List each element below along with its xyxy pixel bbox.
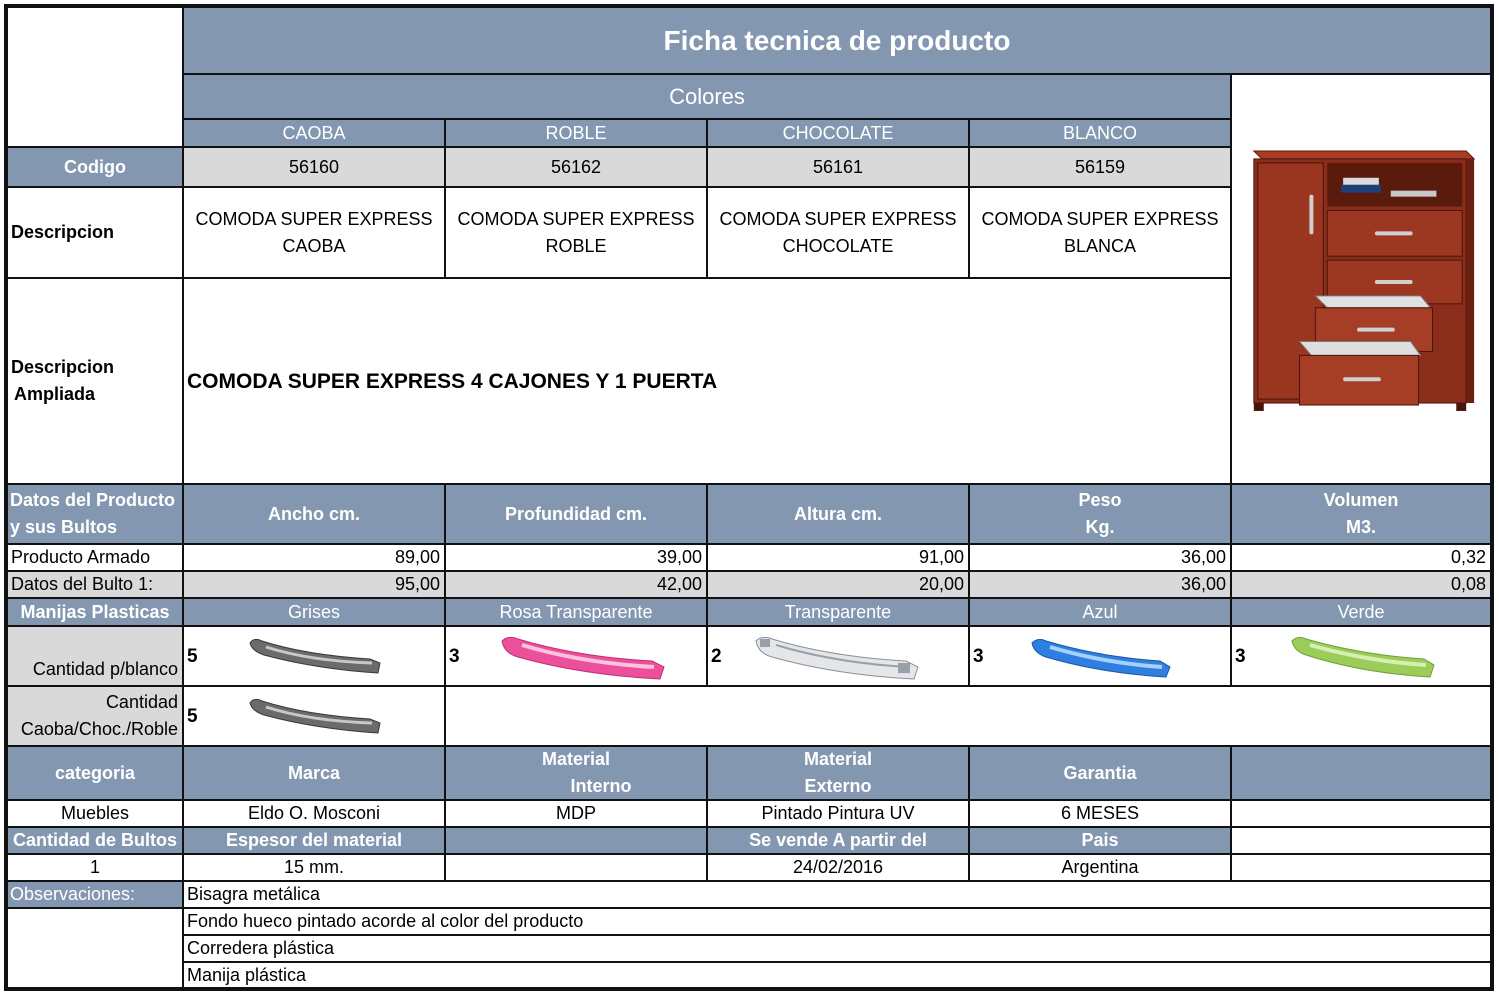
- value-material-interno: MDP: [445, 800, 707, 827]
- header-altura: Altura cm.: [707, 484, 969, 544]
- value-material-externo: Pintado Pintura UV: [707, 800, 969, 827]
- label-line: Peso: [1078, 490, 1122, 510]
- label-line: Externo: [804, 776, 872, 796]
- cantidad-otros-label: [7, 686, 183, 746]
- armado-peso: 36,00: [969, 544, 1231, 571]
- label-line: Interno: [570, 776, 632, 796]
- header-empty: [1231, 746, 1491, 800]
- product-image: [1231, 74, 1491, 484]
- value-categoria: Muebles: [7, 800, 183, 827]
- bulto-profundidad: 42,00: [445, 571, 707, 598]
- code-caoba: 56160: [183, 147, 445, 187]
- label-line: Datos del Producto: [10, 490, 176, 510]
- header-ancho: Ancho cm.: [183, 484, 445, 544]
- codigo-label: Codigo: [7, 147, 183, 187]
- handle-pink-icon: [498, 633, 668, 683]
- header-empty: [1231, 827, 1491, 854]
- code-roble: 56162: [445, 147, 707, 187]
- value-empty: [1231, 854, 1491, 881]
- header-peso: [969, 484, 1231, 544]
- description-roble: [445, 187, 707, 278]
- label-line: Ampliada: [14, 384, 96, 404]
- color-chocolate: CHOCOLATE: [707, 119, 969, 147]
- handle-cell-azul: [969, 626, 1231, 686]
- header-pais: Pais: [969, 827, 1231, 854]
- description-line: CHOCOLATE: [782, 235, 894, 256]
- handle-cell-verde: [1231, 626, 1491, 686]
- observacion-item: Manija plástica: [183, 962, 1491, 988]
- handle-name-transparente: Transparente: [707, 598, 969, 626]
- bulto-peso: 36,00: [969, 571, 1231, 598]
- label-line: Caoba/Choc./Roble: [20, 719, 178, 739]
- color-blanco: BLANCO: [969, 119, 1231, 147]
- description-line: CAOBA: [282, 235, 346, 256]
- description-line: COMODA SUPER EXPRESS: [457, 208, 695, 229]
- header-material-externo: [707, 746, 969, 800]
- header-marca: Marca: [183, 746, 445, 800]
- description-blanco: [969, 187, 1231, 278]
- description-caoba: [183, 187, 445, 278]
- handle-qty: 5: [187, 705, 198, 727]
- descripcion-label: Descripcion: [7, 187, 183, 278]
- label-line: Material: [803, 749, 873, 769]
- armado-volumen: 0,32: [1231, 544, 1491, 571]
- observaciones-label-spacer: [7, 908, 183, 988]
- observaciones-label: Observaciones:: [7, 881, 183, 908]
- value-pais: Argentina: [969, 854, 1231, 881]
- label-line: M3.: [1345, 517, 1376, 537]
- handle-qty: 2: [711, 645, 722, 667]
- code-blanco: 56159: [969, 147, 1231, 187]
- descripcion-ampliada-value: COMODA SUPER EXPRESS 4 CAJONES Y 1 PUERTA: [183, 278, 1231, 484]
- handle-cell-transparente: [707, 626, 969, 686]
- description-line: BLANCA: [1063, 235, 1137, 256]
- label-line: Volumen: [1323, 490, 1399, 510]
- description-line: COMODA SUPER EXPRESS: [195, 208, 433, 229]
- producto-armado-label: Producto Armado: [7, 544, 183, 571]
- value-se-vende: 24/02/2016: [707, 854, 969, 881]
- handle-qty: 5: [187, 645, 198, 667]
- value-cantidad-bultos: 1: [7, 854, 183, 881]
- value-espesor: 15 mm.: [183, 854, 445, 881]
- description-line: COMODA SUPER EXPRESS: [719, 208, 957, 229]
- handle-name-azul: Azul: [969, 598, 1231, 626]
- handle-cell-otros: [183, 686, 445, 746]
- handle-green-icon: [1288, 633, 1438, 681]
- bulto-ancho: 95,00: [183, 571, 445, 598]
- header-empty: [445, 827, 707, 854]
- header-profundidad: Profundidad cm.: [445, 484, 707, 544]
- value-empty: [1231, 800, 1491, 827]
- logo-area: [7, 7, 183, 147]
- datos-producto-label: [7, 484, 183, 544]
- descripcion-ampliada-label: [7, 278, 183, 484]
- empty-cell: [445, 686, 1491, 746]
- manijas-label: Manijas Plasticas: [7, 598, 183, 626]
- colores-header: Colores: [183, 74, 1231, 119]
- header-espesor: Espesor del material: [183, 827, 445, 854]
- label-line: Kg.: [1085, 517, 1115, 537]
- armado-ancho: 89,00: [183, 544, 445, 571]
- cantidad-blanco-label: Cantidad p/blanco: [7, 626, 183, 686]
- bulto-altura: 20,00: [707, 571, 969, 598]
- label-line: Cantidad: [105, 692, 178, 712]
- code-chocolate: 56161: [707, 147, 969, 187]
- armado-profundidad: 39,00: [445, 544, 707, 571]
- header-se-vende: Se vende A partir del: [707, 827, 969, 854]
- handle-cell-rosa: [445, 626, 707, 686]
- observacion-item: Bisagra metálica: [183, 881, 1491, 908]
- handle-qty: 3: [1235, 645, 1246, 667]
- armado-altura: 91,00: [707, 544, 969, 571]
- value-empty: [445, 854, 707, 881]
- value-garantia: 6 MESES: [969, 800, 1231, 827]
- product-sheet: [4, 4, 1494, 991]
- label-line: Descripcion: [11, 357, 115, 377]
- page-title: Ficha tecnica de producto: [183, 7, 1491, 74]
- handle-qty: 3: [973, 645, 984, 667]
- observacion-item: Corredera plástica: [183, 935, 1491, 962]
- handle-clear-icon: [752, 633, 922, 683]
- color-caoba: CAOBA: [183, 119, 445, 147]
- description-line: ROBLE: [545, 235, 607, 256]
- handle-name-grises: Grises: [183, 598, 445, 626]
- label-line: y sus Bultos: [10, 517, 118, 537]
- handle-gray-icon: [246, 633, 386, 677]
- handle-qty: 3: [449, 645, 460, 667]
- description-line: COMODA SUPER EXPRESS: [981, 208, 1219, 229]
- value-marca: Eldo O. Mosconi: [183, 800, 445, 827]
- header-garantia: Garantia: [969, 746, 1231, 800]
- handle-name-verde: Verde: [1231, 598, 1491, 626]
- header-categoria: categoria: [7, 746, 183, 800]
- color-roble: ROBLE: [445, 119, 707, 147]
- bulto-label: Datos del Bulto 1:: [7, 571, 183, 598]
- header-volumen: [1231, 484, 1491, 544]
- handle-name-rosa: Rosa Transparente: [445, 598, 707, 626]
- bulto-volumen: 0,08: [1231, 571, 1491, 598]
- label-line: Material: [541, 749, 611, 769]
- observacion-item: Fondo hueco pintado acorde al color del producto: [183, 908, 1491, 935]
- handle-blue-icon: [1028, 635, 1174, 681]
- dresser-illustration: [1232, 74, 1490, 484]
- handle-gray-icon: [246, 693, 386, 737]
- header-material-interno: [445, 746, 707, 800]
- handle-cell-grises: [183, 626, 445, 686]
- description-chocolate: [707, 187, 969, 278]
- header-cantidad-bultos: Cantidad de Bultos: [7, 827, 183, 854]
